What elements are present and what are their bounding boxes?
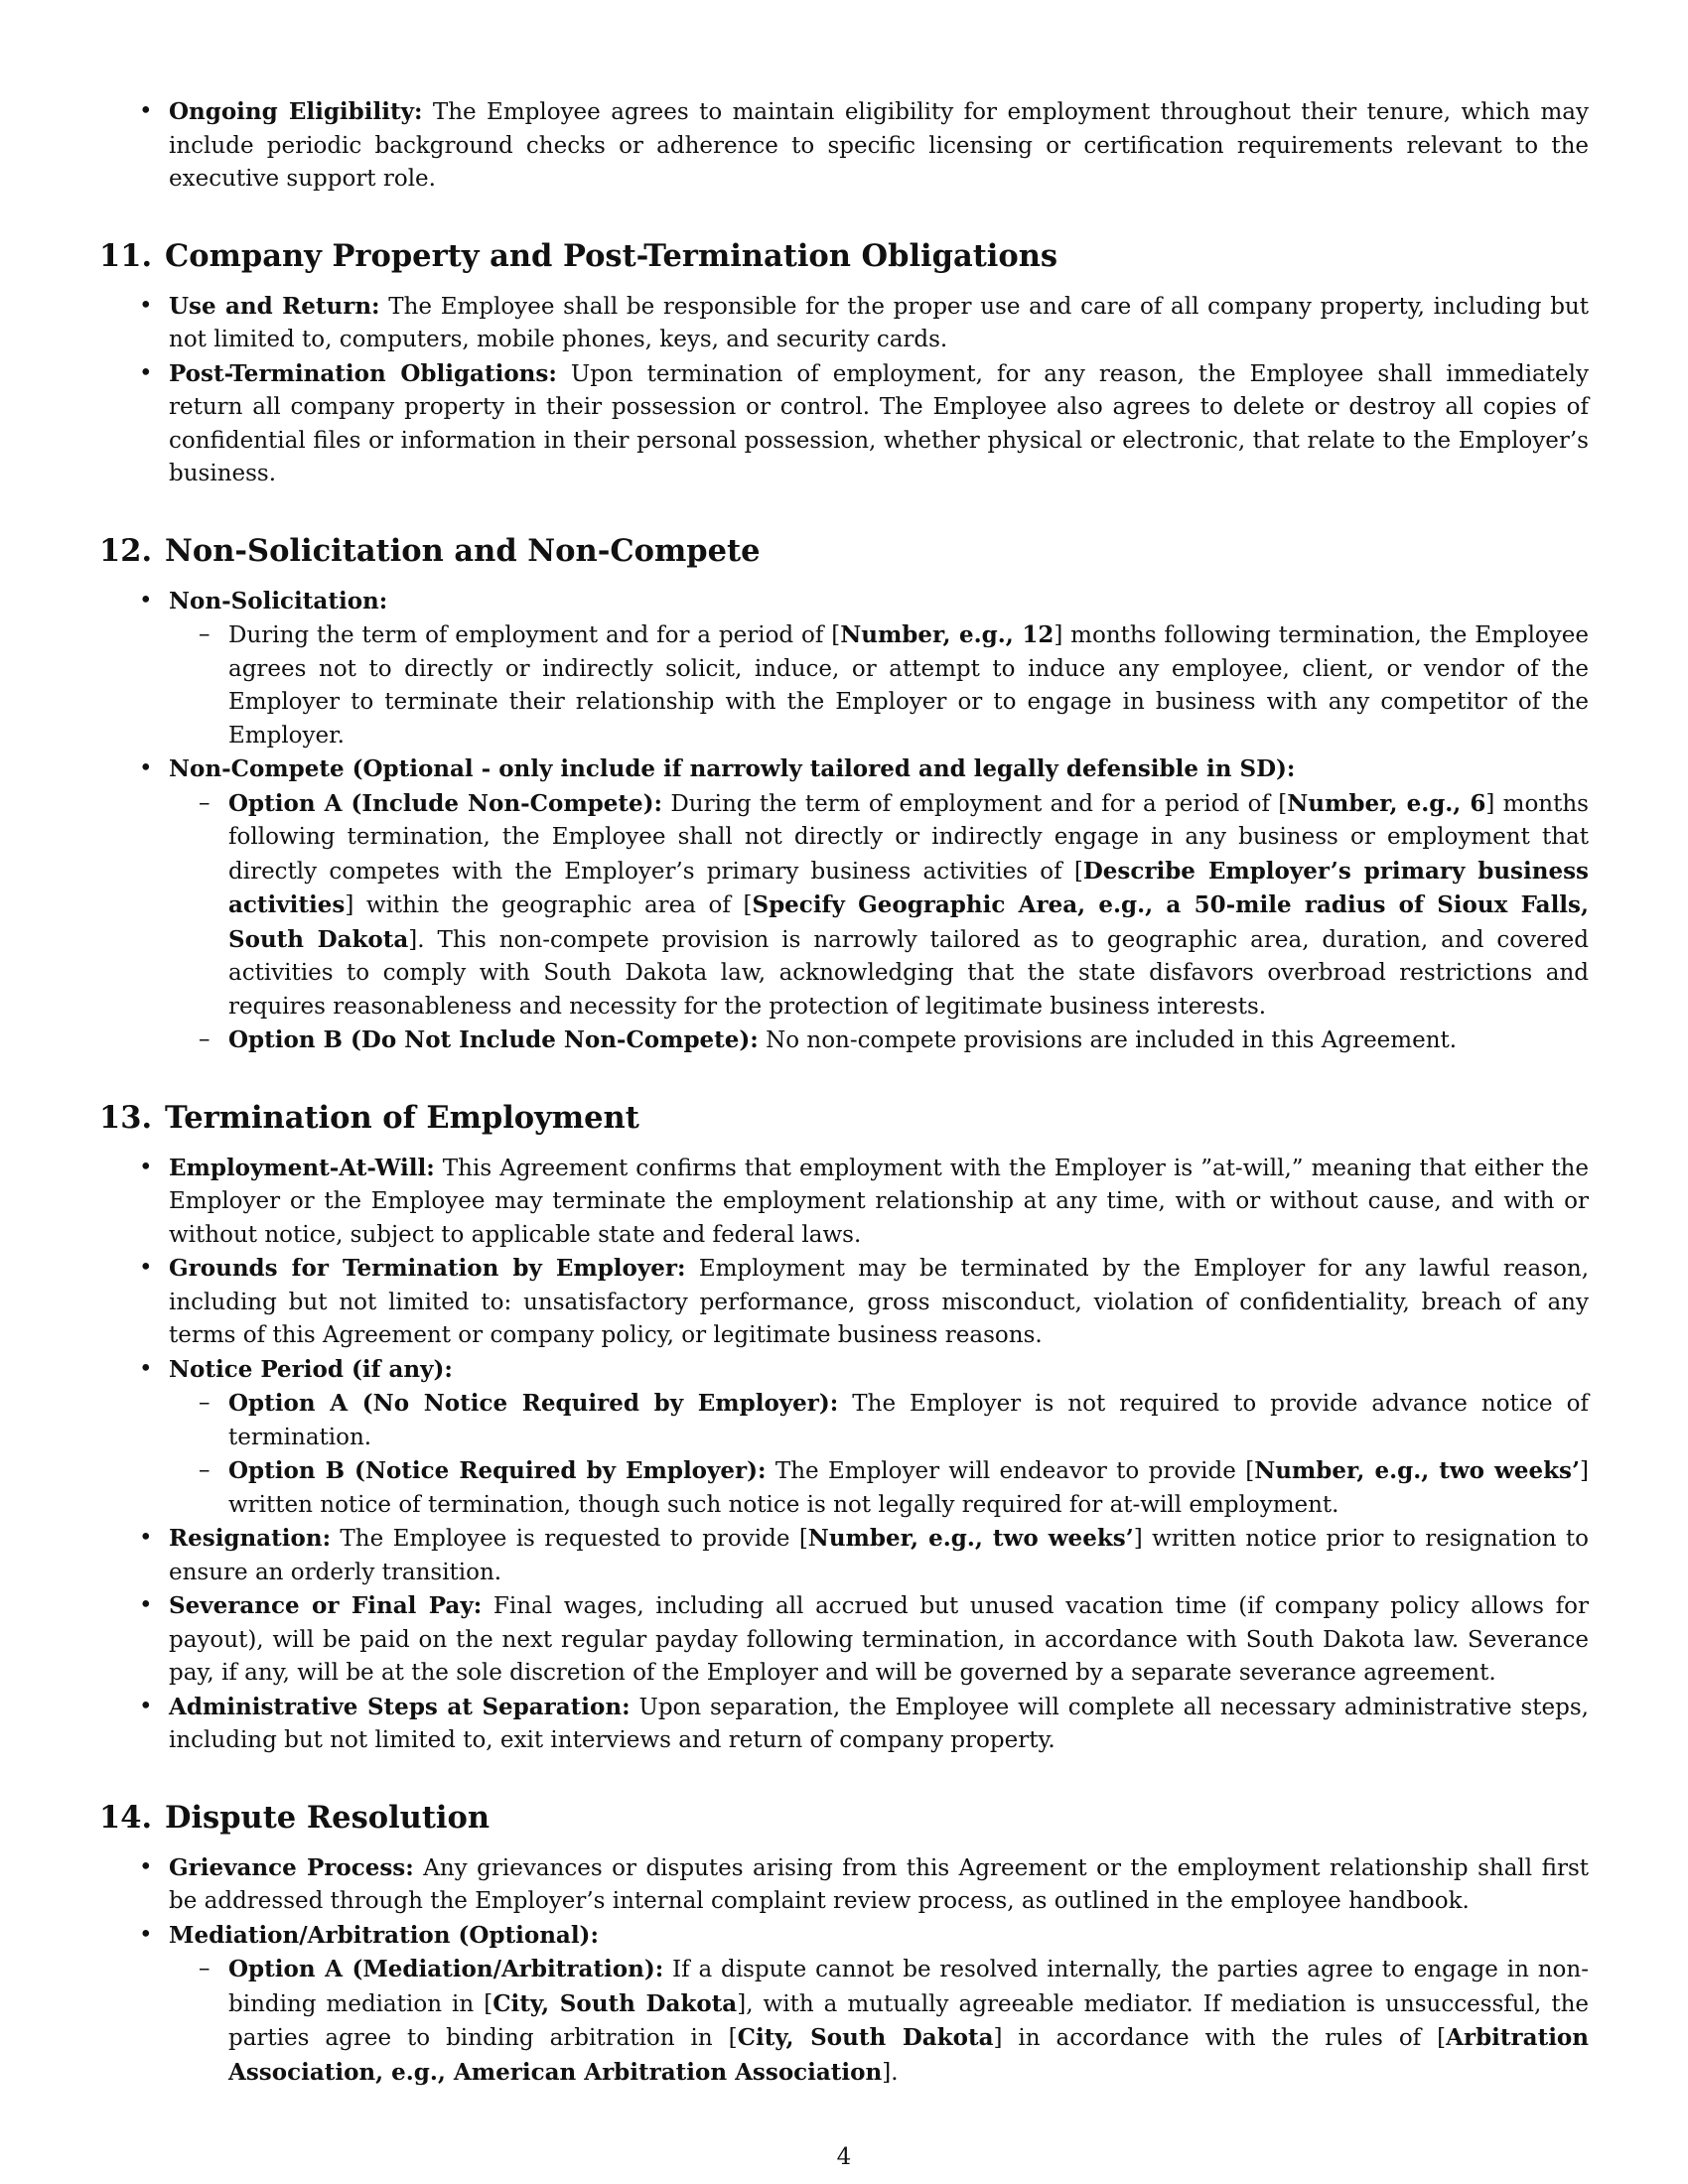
sub-list bbox=[169, 1387, 1589, 1522]
sub-text: ] months following termination, the Employee shall not directly or indirectly engage in any business or employment that directly competes with the Employer’s primary business activities of [ bbox=[228, 790, 1589, 885]
item-lead: Mediation/Arbitration (Optional): bbox=[169, 1921, 599, 1949]
placeholder-field: City, South Dakota bbox=[737, 2024, 994, 2051]
section-11-list bbox=[99, 290, 1589, 491]
list-item-severance bbox=[99, 1589, 1589, 1691]
placeholder-field: City, South Dakota bbox=[492, 1989, 738, 2017]
list-item-resignation bbox=[99, 1522, 1589, 1589]
section-title: Company Property and Post-Termination Obligations bbox=[165, 237, 1058, 274]
section-12-list bbox=[99, 585, 1589, 1058]
sub-text: During the term of employment and for a period of [ bbox=[228, 622, 841, 648]
item-lead: Post-Termination Obligations: bbox=[169, 359, 557, 387]
section-title: Termination of Employment bbox=[165, 1099, 639, 1136]
list-item-mediation-arbitration bbox=[99, 1919, 1589, 2091]
sub-list bbox=[169, 787, 1589, 1058]
page-number: 4 bbox=[836, 2144, 852, 2170]
sub-item-option-a bbox=[169, 1387, 1589, 1454]
item-text: Upon separation, the Employee will complete all necessary administrative steps, including but not limited to, exit interviews and return of company property. bbox=[169, 1694, 1589, 1753]
sub-text: ]. This non-compete provision is narrowly tailored as to geographic area, duration, and covered activities to comply with South Dakota law, acknowledging that the state disfavors overbroad restrictions and requires reasonableness and necessity for the protection of legitimate business interests. bbox=[228, 926, 1589, 1020]
section-number: 14. bbox=[99, 1799, 153, 1836]
section-heading-12 bbox=[99, 531, 1589, 571]
list-item-administrative-steps bbox=[99, 1691, 1589, 1758]
list-item-ongoing-eligibility bbox=[99, 95, 1589, 197]
item-text: This Agreement confirms that employment with the Employer is ”at-will,” meaning that either the Employer or the Employee may terminate the employment relationship at any time, with or without cause, and with or without notice, subject to applicable state and federal laws. bbox=[169, 1155, 1589, 1248]
item-lead: Grounds for Termination by Employer: bbox=[169, 1255, 686, 1282]
sub-text: ] within the geographic area of [ bbox=[345, 892, 753, 918]
list-item-grievance bbox=[99, 1851, 1589, 1919]
section-heading-14 bbox=[99, 1798, 1589, 1838]
placeholder-field: Number, e.g., two weeks’ bbox=[807, 1525, 1134, 1552]
placeholder-field: Number, e.g., 12 bbox=[840, 621, 1055, 648]
placeholder-field: Describe Employer’s primary business activities bbox=[228, 857, 1589, 918]
item-text: ] written notice prior to resignation to ensure an orderly transition. bbox=[169, 1526, 1589, 1585]
item-lead: Administrative Steps at Separation: bbox=[169, 1693, 631, 1720]
item-text: Upon termination of employment, for any reason, the Employee shall immediately return all company property in their possession or control. The Employee also agrees to delete or destroy all copies of confidential files or information in their personal possession, whether physical or electronic, that relate to the Employer’s business. bbox=[169, 360, 1589, 486]
item-lead: Notice Period (if any): bbox=[169, 1355, 453, 1383]
item-text: Final wages, including all accrued but unused vacation time (if company policy allows for payout), will be paid on the next regular payday following termination, in accordance with South Dakota law. Severance pay, if any, will be at the sole discretion of the Employer and will be governed by a separate severance agreement. bbox=[169, 1593, 1589, 1686]
item-text: The Employee shall be responsible for the proper use and care of all company property, including but not limited to, computers, mobile phones, keys, and security cards. bbox=[169, 293, 1589, 352]
sub-item-option-a bbox=[169, 1953, 1589, 2090]
section-title: Non-Solicitation and Non-Compete bbox=[165, 532, 761, 569]
section-number: 12. bbox=[99, 532, 153, 569]
section-14-list bbox=[99, 1851, 1589, 2091]
item-text: Any grievances or disputes arising from this Agreement or the employment relationship shall first be addressed through the Employer’s internal complaint review process, as outlined in the employee handbook. bbox=[169, 1854, 1590, 1914]
sub-list bbox=[169, 1953, 1589, 2090]
item-lead: Grievance Process: bbox=[169, 1853, 414, 1881]
option-lead: Option A (No Notice Required by Employer): bbox=[228, 1390, 839, 1417]
sub-text: ] written notice of termination, though such notice is not legally required for at-will employment. bbox=[228, 1458, 1589, 1518]
item-lead: Resignation: bbox=[169, 1525, 332, 1552]
item-lead: Non-Solicitation: bbox=[169, 587, 388, 614]
option-lead: Option A (Mediation/Arbitration): bbox=[228, 1956, 664, 1982]
sub-text: The Employer is not required to provide advance notice of termination. bbox=[228, 1391, 1589, 1450]
item-lead: Employment-At-Will: bbox=[169, 1154, 435, 1181]
sub-text: ] in accordance with the rules of [ bbox=[993, 2025, 1447, 2051]
item-lead: Non-Compete (Optional - only include if narrowly tailored and legally defensible in SD): bbox=[169, 755, 1296, 782]
item-text: Employment may be terminated by the Employer for any lawful reason, including but not limited to: unsatisfactory performance, gross misconduct, violation of confidentiality, breach of any terms of this Agreement or company policy, or legitimate business reasons. bbox=[169, 1256, 1590, 1348]
sub-text: ]. bbox=[882, 2059, 899, 2086]
item-text: The Employee is requested to provide [ bbox=[331, 1526, 808, 1552]
document-page bbox=[99, 95, 1589, 2090]
sub-text: ] months following termination, the Employee agrees not to directly or indirectly solicit, induce, or attempt to induce any employee, client, or vendor of the Employer to terminate their relationship with the Employer or to engage in business with any competitor of the Employer. bbox=[228, 622, 1589, 749]
list-item-non-solicitation bbox=[99, 585, 1589, 753]
list-item-at-will bbox=[99, 1152, 1589, 1253]
placeholder-field: Number, e.g., two weeks’ bbox=[1254, 1457, 1581, 1484]
list-item-non-compete bbox=[99, 752, 1589, 1058]
placeholder-field: Specify Geographic Area, e.g., a 50-mile radius of Sioux Falls, South Dakota bbox=[228, 891, 1589, 953]
option-lead: Option B (Do Not Include Non-Compete): bbox=[228, 1026, 759, 1053]
sub-list bbox=[169, 618, 1589, 752]
sub-text: ], with a mutually agreeable mediator. If mediation is unsuccessful, the parties agree to binding arbitration in [ bbox=[228, 1990, 1589, 2051]
section-title: Dispute Resolution bbox=[165, 1799, 491, 1836]
section-heading-11 bbox=[99, 236, 1589, 276]
item-lead: Severance or Final Pay: bbox=[169, 1592, 483, 1619]
list-item-grounds bbox=[99, 1252, 1589, 1353]
list-item-use-and-return bbox=[99, 290, 1589, 357]
sub-text: No non-compete provisions are included in this Agreement. bbox=[758, 1027, 1458, 1053]
list-item-notice-period bbox=[99, 1353, 1589, 1523]
placeholder-field: Number, e.g., 6 bbox=[1287, 789, 1486, 817]
section-13-list bbox=[99, 1152, 1589, 1758]
section-number: 11. bbox=[99, 237, 153, 274]
option-lead: Option B (Notice Required by Employer): bbox=[228, 1457, 767, 1484]
item-text: The Employee agrees to maintain eligibility for employment throughout their tenure, which may include periodic background checks or adherence to specific licensing or certification requirements relevant to the executive support role. bbox=[169, 99, 1589, 192]
continued-list bbox=[99, 95, 1589, 197]
sub-item-option-b bbox=[169, 1454, 1589, 1522]
list-item-post-termination bbox=[99, 357, 1589, 491]
sub-text: The Employer will endeavor to provide [ bbox=[766, 1458, 1255, 1484]
sub-text: During the term of employment and for a period of [ bbox=[662, 790, 1288, 817]
section-number: 13. bbox=[99, 1099, 153, 1136]
sub-text: If a dispute cannot be resolved internally, the parties agree to engage in non-binding mediation in [ bbox=[228, 1957, 1589, 2017]
sub-item-option-b bbox=[169, 1024, 1589, 1058]
item-lead: Use and Return: bbox=[169, 292, 380, 320]
item-lead: Ongoing Eligibility: bbox=[169, 98, 423, 125]
sub-item-option-a bbox=[169, 787, 1589, 1024]
sub-item-non-solicitation bbox=[169, 618, 1589, 752]
option-lead: Option A (Include Non-Compete): bbox=[228, 789, 662, 817]
section-heading-13 bbox=[99, 1098, 1589, 1138]
placeholder-field: Arbitration Association, e.g., American Arbitration Association bbox=[228, 2024, 1589, 2086]
